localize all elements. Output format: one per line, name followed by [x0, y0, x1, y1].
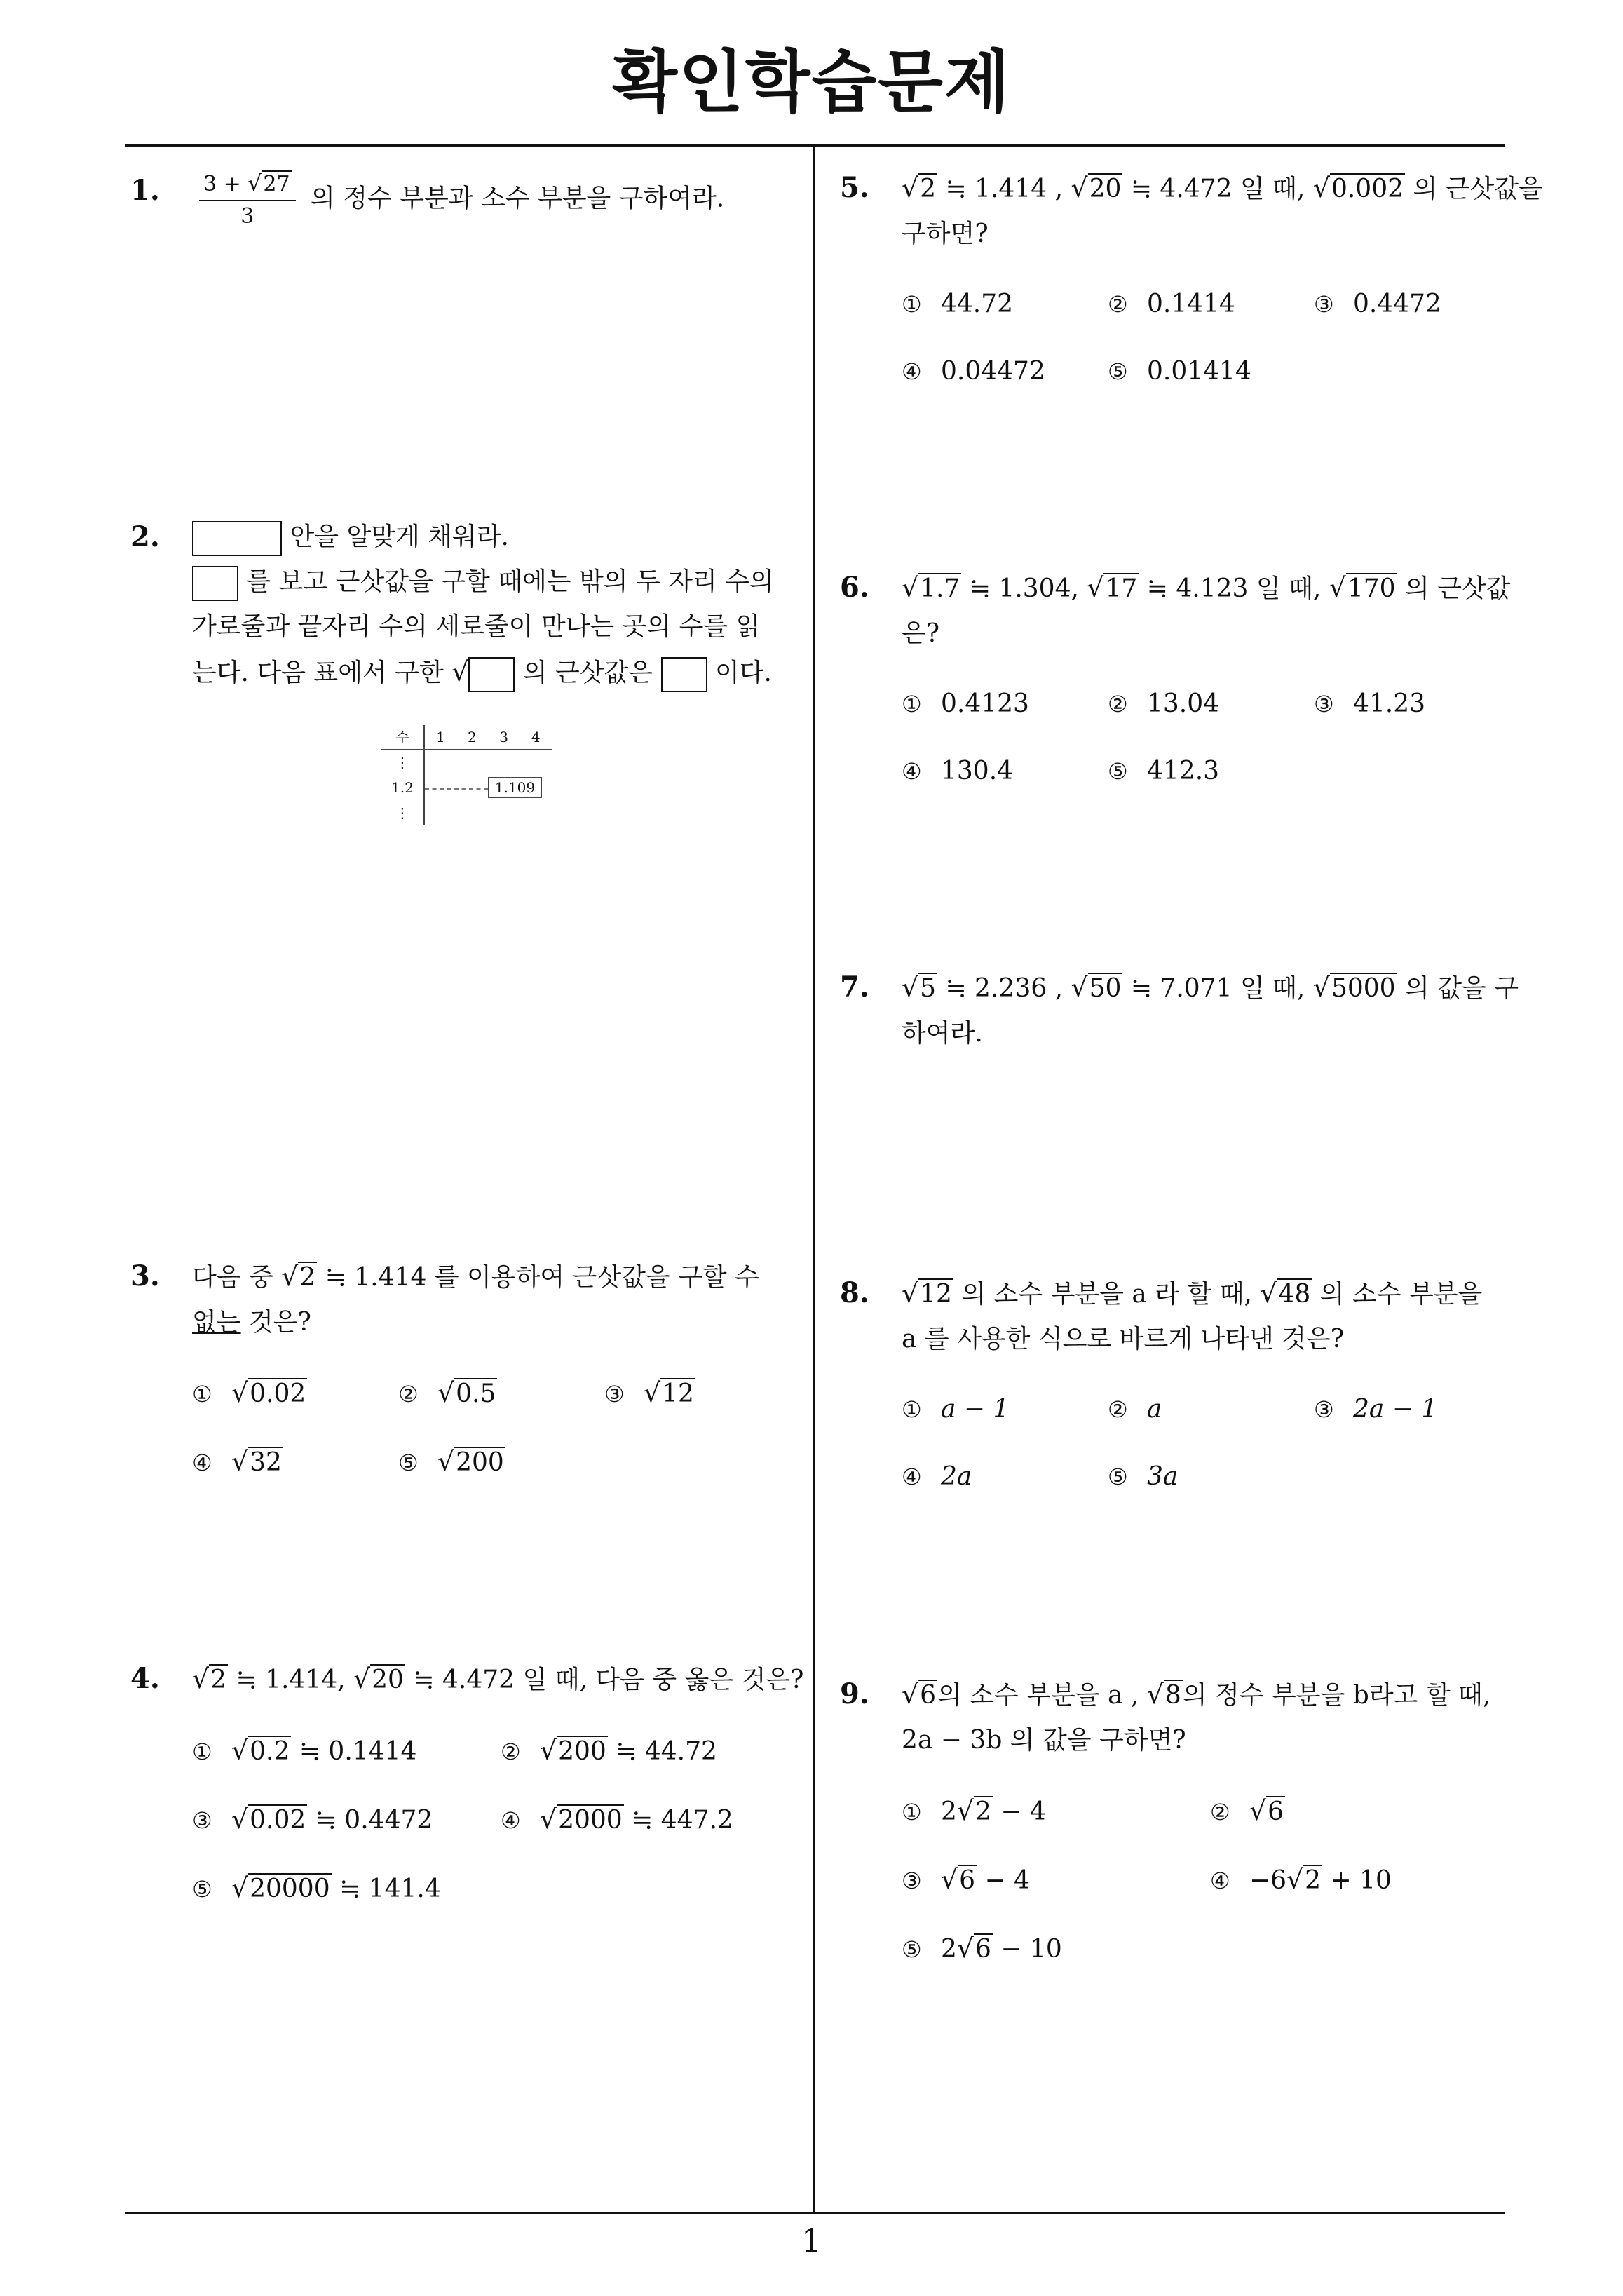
choice-5[interactable]: ⑤ √200 [398, 1446, 504, 1477]
choice-5[interactable]: ⑤ 3a [1108, 1462, 1179, 1491]
problem-number: 4. [130, 1662, 160, 1695]
choice-3[interactable]: ③ 0.4472 [1314, 290, 1441, 318]
problem-2: 2. 안을 알맞게 채워라. 를 보고 근삿값을 구할 때에는 밖의 두 자리 수의 가로줄과 끝자리 수의 세로줄이 만나는 곳의 수를 읽 는다. 다음 표에서 구한 √ 의 근삿값은 이다. 수 1 2 3 4 ⋮ 1.2 1.109 ⋮ [130, 515, 803, 825]
choice-2[interactable]: ② 13.04 [1108, 689, 1220, 718]
choice-3[interactable]: ③ 2a − 1 [1314, 1395, 1438, 1424]
problem-number: 8. [840, 1276, 869, 1309]
choice-list [902, 682, 1513, 794]
problem-1-stem: $\frac{3 + √27}{3}$ 의 정수 부분과 소수 부분을 구하여라. [192, 168, 803, 232]
choice-1[interactable]: ① √0.02 [192, 1377, 306, 1408]
problem-1 [130, 168, 803, 232]
square-root-table: 수 1 2 3 4 ⋮ 1.2 1.109 ⋮ [381, 725, 552, 825]
problem-number: 5. [840, 171, 869, 204]
answer-box[interactable] [468, 657, 515, 692]
choice-4[interactable]: ④ −6√2 + 10 [1210, 1864, 1392, 1895]
choice-2[interactable]: ② 0.1414 [1108, 290, 1235, 318]
choice-4[interactable]: ④ 0.04472 [902, 357, 1045, 386]
problem-9: 9. √6의 소수 부분을 a , √8의 정수 부분을 b라고 할 때, 2a − 3b 의 값을 구하면? ① 2√2 − 4 ② √6 ③ √6 − 4 ④ −6√2 + 10 ⑤ 2√6 − 10 [840, 1672, 1513, 1994]
choice-list [902, 1387, 1513, 1499]
choice-4[interactable]: ④ √32 [192, 1446, 282, 1477]
fraction: $\frac{3 + √27}{3}$ [199, 168, 296, 232]
choice-3[interactable]: ③ √6 − 4 [902, 1864, 1030, 1895]
problem-number: 1. [130, 174, 160, 207]
choice-3[interactable]: ③ √0.02 ≒ 0.4472 [192, 1804, 433, 1835]
answer-box[interactable] [192, 521, 282, 556]
row-label: 1.2 [381, 774, 424, 801]
choice-1[interactable]: ① √0.2 ≒ 0.1414 [192, 1735, 417, 1766]
page-number: 1 [801, 2222, 822, 2260]
choice-2[interactable]: ② a [1108, 1395, 1162, 1424]
problem-number: 9. [840, 1677, 869, 1710]
choice-5[interactable]: ⑤ 412.3 [1108, 757, 1220, 785]
problem-6: 6. √1.7 ≒ 1.304, √17 ≒ 4.123 일 때, √170 의 근삿값 은? ① 0.4123 ② 13.04 ③ 41.23 ④ 130.4 ⑤ 412.3 [840, 565, 1513, 816]
problem-number: 3. [130, 1260, 160, 1292]
choice-list [902, 282, 1513, 394]
problem-number: 2. [130, 520, 160, 553]
choice-3[interactable]: ③ 41.23 [1314, 689, 1426, 718]
choice-2[interactable]: ② √0.5 [398, 1377, 496, 1408]
bottom-rule [125, 2212, 1505, 2214]
choice-5[interactable]: ⑤ 2√6 − 10 [902, 1933, 1062, 1964]
choice-1[interactable]: ① 2√2 − 4 [902, 1795, 1046, 1826]
answer-box[interactable] [192, 566, 238, 601]
choice-4[interactable]: ④ √2000 ≒ 447.2 [501, 1804, 733, 1835]
choice-1[interactable]: ① a − 1 [902, 1395, 1010, 1424]
choice-4[interactable]: ④ 2a [902, 1462, 972, 1491]
problem-number: 6. [840, 571, 869, 604]
choice-2[interactable]: ② √6 [1210, 1795, 1284, 1826]
choice-5[interactable]: ⑤ 0.01414 [1108, 357, 1251, 386]
choice-4[interactable]: ④ 130.4 [902, 757, 1014, 785]
choice-list [192, 1370, 803, 1485]
choice-2[interactable]: ② √200 ≒ 44.72 [501, 1735, 717, 1766]
choice-list [902, 1788, 1513, 1972]
problem-4: 4. √2 ≒ 1.414, √20 ≒ 4.472 일 때, 다음 중 옳은 것은? ① √0.2 ≒ 0.1414 ② √200 ≒ 44.72 ③ √0.02 ≒ 0.4472 ④ √2000 ≒ 447.2 ⑤ √20000 ≒ 141.4 [130, 1656, 803, 1934]
choice-1[interactable]: ① 0.4123 [902, 689, 1029, 718]
choice-5[interactable]: ⑤ √20000 ≒ 141.4 [192, 1872, 441, 1903]
table-value: 1.109 [488, 777, 542, 798]
problem-5: 5. √2 ≒ 1.414 , √20 ≒ 4.472 일 때, √0.002 의 근삿값을 구하면? ① 44.72 ② 0.1414 ③ 0.4472 ④ 0.04472 ⑤ 0.01414 [840, 166, 1513, 417]
choice-1[interactable]: ① 44.72 [902, 290, 1014, 318]
answer-box[interactable] [661, 657, 707, 692]
problem-3: 3. 다음 중 √2 ≒ 1.414 를 이용하여 근삿값을 구할 수 없는 것은? ① √0.02 ② √0.5 ③ √12 ④ √32 ⑤ √200 [130, 1254, 803, 1508]
page-title: 확인학습문제 [612, 43, 1011, 121]
problem-number: 7. [840, 971, 869, 1004]
problem-7: 7. √5 ≒ 2.236 , √50 ≒ 7.071 일 때, √5000 의 값을 구 하여라. [840, 965, 1513, 1056]
column-divider [813, 146, 815, 2212]
problem-8: 8. √12 의 소수 부분을 a 라 할 때, √48 의 소수 부분을 a 를 사용한 식으로 바르게 나타낸 것은? ① a − 1 ② a ③ 2a − 1 ④ 2a ⑤ 3a [840, 1271, 1513, 1522]
choice-3[interactable]: ③ √12 [604, 1377, 694, 1408]
choice-list [192, 1728, 803, 1912]
